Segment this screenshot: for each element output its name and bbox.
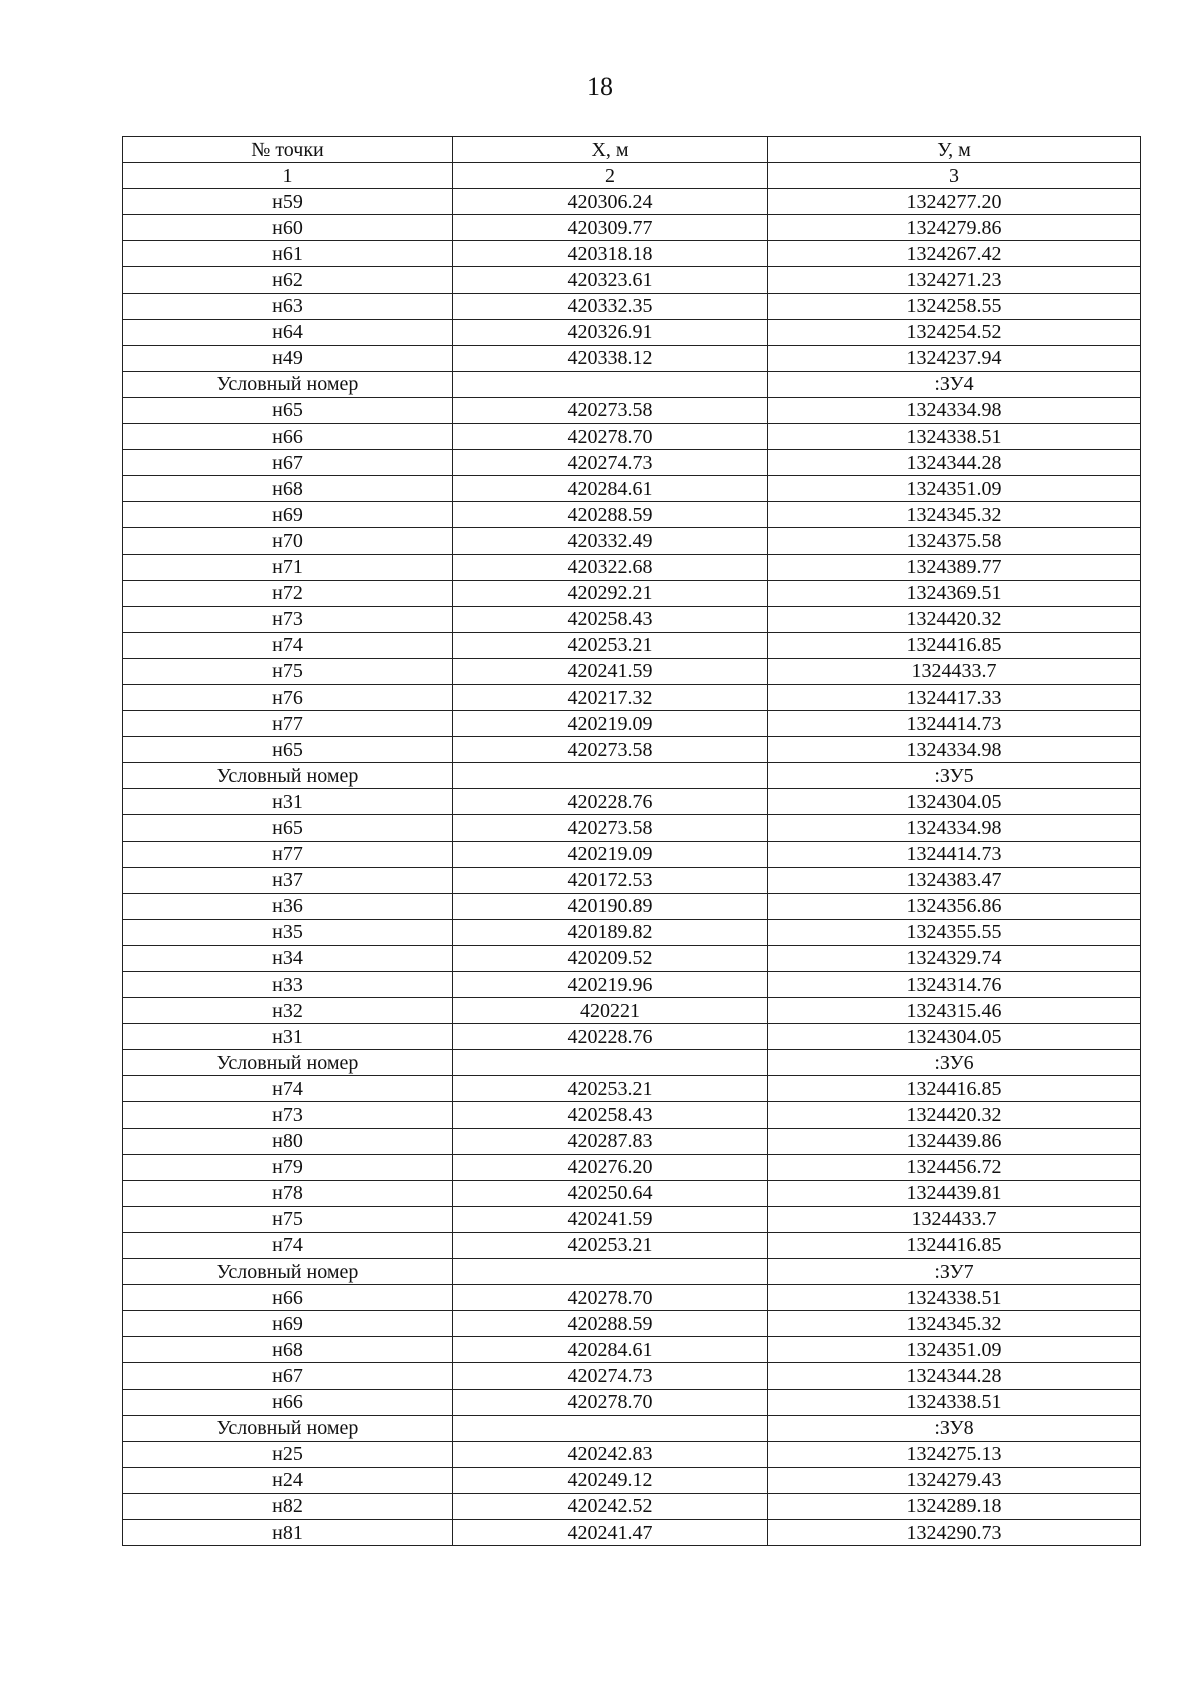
- y-coordinate-cell: 1324416.85: [768, 1076, 1141, 1102]
- point-number-cell: н67: [123, 450, 453, 476]
- y-coordinate-cell: 1324417.33: [768, 684, 1141, 710]
- table-row: [123, 1102, 1141, 1128]
- x-coordinate-cell: 420209.52: [453, 945, 768, 971]
- point-number-cell: н65: [123, 737, 453, 763]
- table-row: [123, 1232, 1141, 1258]
- point-number-cell: н63: [123, 293, 453, 319]
- y-coordinate-cell: 1324439.86: [768, 1128, 1141, 1154]
- table-row: [123, 998, 1141, 1024]
- header-x: Х, м: [453, 137, 768, 163]
- table-row: [123, 606, 1141, 632]
- coordinates-table: [122, 136, 1141, 1546]
- y-coordinate-cell: 1324338.51: [768, 1389, 1141, 1415]
- table-header-row: [123, 137, 1141, 163]
- point-number-cell: н76: [123, 684, 453, 710]
- x-coordinate-cell: 420306.24: [453, 189, 768, 215]
- section-row: [123, 1415, 1141, 1441]
- point-number-cell: н59: [123, 189, 453, 215]
- x-coordinate-cell: 420242.52: [453, 1493, 768, 1519]
- y-coordinate-cell: 1324277.20: [768, 189, 1141, 215]
- point-number-cell: н77: [123, 711, 453, 737]
- y-coordinate-cell: 1324279.43: [768, 1467, 1141, 1493]
- x-coordinate-cell: 420332.35: [453, 293, 768, 319]
- x-coordinate-cell: 420273.58: [453, 397, 768, 423]
- point-number-cell: н73: [123, 606, 453, 632]
- point-number-cell: н68: [123, 1337, 453, 1363]
- y-coordinate-cell: 1324258.55: [768, 293, 1141, 319]
- table-row: [123, 815, 1141, 841]
- point-number-cell: н24: [123, 1467, 453, 1493]
- point-number-cell: н36: [123, 893, 453, 919]
- section-label: Условный номер: [123, 1259, 453, 1285]
- y-coordinate-cell: 1324338.51: [768, 1285, 1141, 1311]
- table-row: [123, 1389, 1141, 1415]
- y-coordinate-cell: 1324334.98: [768, 737, 1141, 763]
- section-label: Условный номер: [123, 763, 453, 789]
- y-coordinate-cell: 1324355.55: [768, 919, 1141, 945]
- point-number-cell: н65: [123, 397, 453, 423]
- x-coordinate-cell: 420278.70: [453, 1285, 768, 1311]
- y-coordinate-cell: 1324267.42: [768, 241, 1141, 267]
- point-number-cell: н35: [123, 919, 453, 945]
- table-row: [123, 554, 1141, 580]
- y-coordinate-cell: 1324416.85: [768, 1232, 1141, 1258]
- x-coordinate-cell: 420284.61: [453, 476, 768, 502]
- y-coordinate-cell: 1324290.73: [768, 1519, 1141, 1545]
- y-coordinate-cell: 1324334.98: [768, 815, 1141, 841]
- point-number-cell: н61: [123, 241, 453, 267]
- point-number-cell: н68: [123, 476, 453, 502]
- x-coordinate-cell: 420326.91: [453, 319, 768, 345]
- table-row: [123, 1024, 1141, 1050]
- x-coordinate-cell: 420228.76: [453, 789, 768, 815]
- column-number-row: [123, 163, 1141, 189]
- table-row: [123, 580, 1141, 606]
- point-number-cell: н67: [123, 1363, 453, 1389]
- point-number-cell: н66: [123, 1389, 453, 1415]
- y-coordinate-cell: 1324304.05: [768, 1024, 1141, 1050]
- point-number-cell: н37: [123, 867, 453, 893]
- table-row: [123, 450, 1141, 476]
- y-coordinate-cell: 1324439.81: [768, 1180, 1141, 1206]
- table-row: [123, 215, 1141, 241]
- y-coordinate-cell: 1324369.51: [768, 580, 1141, 606]
- x-coordinate-cell: 420172.53: [453, 867, 768, 893]
- y-coordinate-cell: 1324345.32: [768, 1311, 1141, 1337]
- header-y: У, м: [768, 137, 1141, 163]
- x-coordinate-cell: 420258.43: [453, 606, 768, 632]
- table-row: [123, 737, 1141, 763]
- x-coordinate-cell: 420287.83: [453, 1128, 768, 1154]
- y-coordinate-cell: 1324338.51: [768, 424, 1141, 450]
- x-coordinate-cell: 420241.59: [453, 658, 768, 684]
- x-coordinate-cell: 420273.58: [453, 815, 768, 841]
- table-row: [123, 867, 1141, 893]
- table-row: [123, 841, 1141, 867]
- x-coordinate-cell: 420318.18: [453, 241, 768, 267]
- section-empty-cell: [453, 763, 768, 789]
- point-number-cell: н69: [123, 1311, 453, 1337]
- x-coordinate-cell: 420309.77: [453, 215, 768, 241]
- x-coordinate-cell: 420274.73: [453, 1363, 768, 1389]
- x-coordinate-cell: 420219.09: [453, 711, 768, 737]
- section-label: Условный номер: [123, 1050, 453, 1076]
- point-number-cell: н79: [123, 1154, 453, 1180]
- y-coordinate-cell: 1324420.32: [768, 1102, 1141, 1128]
- table-row: [123, 1337, 1141, 1363]
- table-row: [123, 945, 1141, 971]
- point-number-cell: н31: [123, 1024, 453, 1050]
- point-number-cell: н66: [123, 424, 453, 450]
- y-coordinate-cell: 1324389.77: [768, 554, 1141, 580]
- x-coordinate-cell: 420323.61: [453, 267, 768, 293]
- column-number-1: 1: [123, 163, 453, 189]
- table-row: [123, 684, 1141, 710]
- section-row: [123, 763, 1141, 789]
- table-row: [123, 632, 1141, 658]
- table-row: [123, 476, 1141, 502]
- x-coordinate-cell: 420241.47: [453, 1519, 768, 1545]
- x-coordinate-cell: 420288.59: [453, 502, 768, 528]
- y-coordinate-cell: 1324254.52: [768, 319, 1141, 345]
- point-number-cell: н64: [123, 319, 453, 345]
- table-row: [123, 293, 1141, 319]
- x-coordinate-cell: 420250.64: [453, 1180, 768, 1206]
- y-coordinate-cell: 1324375.58: [768, 528, 1141, 554]
- x-coordinate-cell: 420219.96: [453, 972, 768, 998]
- x-coordinate-cell: 420253.21: [453, 1076, 768, 1102]
- x-coordinate-cell: 420332.49: [453, 528, 768, 554]
- x-coordinate-cell: 420276.20: [453, 1154, 768, 1180]
- point-number-cell: н34: [123, 945, 453, 971]
- table-row: [123, 1154, 1141, 1180]
- x-coordinate-cell: 420284.61: [453, 1337, 768, 1363]
- y-coordinate-cell: 1324314.76: [768, 972, 1141, 998]
- table-row: [123, 789, 1141, 815]
- table-row: [123, 1206, 1141, 1232]
- point-number-cell: н82: [123, 1493, 453, 1519]
- point-number-cell: н74: [123, 1232, 453, 1258]
- x-coordinate-cell: 420253.21: [453, 1232, 768, 1258]
- table-row: [123, 528, 1141, 554]
- point-number-cell: н66: [123, 1285, 453, 1311]
- y-coordinate-cell: 1324275.13: [768, 1441, 1141, 1467]
- table-row: [123, 1128, 1141, 1154]
- x-coordinate-cell: 420241.59: [453, 1206, 768, 1232]
- x-coordinate-cell: 420278.70: [453, 1389, 768, 1415]
- section-empty-cell: [453, 1259, 768, 1285]
- y-coordinate-cell: 1324289.18: [768, 1493, 1141, 1519]
- y-coordinate-cell: 1324279.86: [768, 215, 1141, 241]
- x-coordinate-cell: 420253.21: [453, 632, 768, 658]
- point-number-cell: н74: [123, 632, 453, 658]
- section-row: [123, 371, 1141, 397]
- table-row: [123, 1285, 1141, 1311]
- table-row: [123, 241, 1141, 267]
- coordinates-table-body: [123, 137, 1141, 1546]
- table-row: [123, 1180, 1141, 1206]
- section-empty-cell: [453, 371, 768, 397]
- page-number: 18: [587, 72, 613, 101]
- table-row: [123, 1441, 1141, 1467]
- section-code: :ЗУ8: [768, 1415, 1141, 1441]
- point-number-cell: н80: [123, 1128, 453, 1154]
- y-coordinate-cell: 1324456.72: [768, 1154, 1141, 1180]
- table-row: [123, 1363, 1141, 1389]
- x-coordinate-cell: 420221: [453, 998, 768, 1024]
- x-coordinate-cell: 420273.58: [453, 737, 768, 763]
- point-number-cell: н70: [123, 528, 453, 554]
- point-number-cell: н65: [123, 815, 453, 841]
- table-row: [123, 189, 1141, 215]
- column-number-2: 2: [453, 163, 768, 189]
- point-number-cell: н69: [123, 502, 453, 528]
- y-coordinate-cell: 1324344.28: [768, 1363, 1141, 1389]
- table-row: [123, 1076, 1141, 1102]
- y-coordinate-cell: 1324329.74: [768, 945, 1141, 971]
- y-coordinate-cell: 1324351.09: [768, 1337, 1141, 1363]
- point-number-cell: н33: [123, 972, 453, 998]
- table-row: [123, 711, 1141, 737]
- x-coordinate-cell: 420228.76: [453, 1024, 768, 1050]
- section-code: :ЗУ6: [768, 1050, 1141, 1076]
- y-coordinate-cell: 1324383.47: [768, 867, 1141, 893]
- table-row: [123, 893, 1141, 919]
- point-number-cell: н75: [123, 658, 453, 684]
- table-row: [123, 1493, 1141, 1519]
- y-coordinate-cell: 1324433.7: [768, 658, 1141, 684]
- y-coordinate-cell: 1324433.7: [768, 1206, 1141, 1232]
- table-row: [123, 658, 1141, 684]
- y-coordinate-cell: 1324356.86: [768, 893, 1141, 919]
- point-number-cell: н74: [123, 1076, 453, 1102]
- x-coordinate-cell: 420322.68: [453, 554, 768, 580]
- section-code: :ЗУ7: [768, 1259, 1141, 1285]
- y-coordinate-cell: 1324304.05: [768, 789, 1141, 815]
- y-coordinate-cell: 1324271.23: [768, 267, 1141, 293]
- y-coordinate-cell: 1324315.46: [768, 998, 1141, 1024]
- table-row: [123, 972, 1141, 998]
- table-row: [123, 1519, 1141, 1545]
- x-coordinate-cell: 420258.43: [453, 1102, 768, 1128]
- x-coordinate-cell: 420249.12: [453, 1467, 768, 1493]
- x-coordinate-cell: 420190.89: [453, 893, 768, 919]
- x-coordinate-cell: 420219.09: [453, 841, 768, 867]
- y-coordinate-cell: 1324344.28: [768, 450, 1141, 476]
- table-row: [123, 267, 1141, 293]
- point-number-cell: н73: [123, 1102, 453, 1128]
- y-coordinate-cell: 1324414.73: [768, 841, 1141, 867]
- x-coordinate-cell: 420217.32: [453, 684, 768, 710]
- section-row: [123, 1050, 1141, 1076]
- y-coordinate-cell: 1324334.98: [768, 397, 1141, 423]
- point-number-cell: н31: [123, 789, 453, 815]
- x-coordinate-cell: 420292.21: [453, 580, 768, 606]
- section-code: :ЗУ5: [768, 763, 1141, 789]
- table-row: [123, 1311, 1141, 1337]
- table-row: [123, 397, 1141, 423]
- y-coordinate-cell: 1324414.73: [768, 711, 1141, 737]
- table-row: [123, 424, 1141, 450]
- x-coordinate-cell: 420278.70: [453, 424, 768, 450]
- table-row: [123, 345, 1141, 371]
- x-coordinate-cell: 420274.73: [453, 450, 768, 476]
- section-empty-cell: [453, 1415, 768, 1441]
- point-number-cell: н71: [123, 554, 453, 580]
- point-number-cell: н62: [123, 267, 453, 293]
- table-row: [123, 319, 1141, 345]
- x-coordinate-cell: 420189.82: [453, 919, 768, 945]
- y-coordinate-cell: 1324351.09: [768, 476, 1141, 502]
- section-row: [123, 1259, 1141, 1285]
- header-point-number: № точки: [123, 137, 453, 163]
- point-number-cell: н32: [123, 998, 453, 1024]
- section-label: Условный номер: [123, 1415, 453, 1441]
- point-number-cell: н75: [123, 1206, 453, 1232]
- y-coordinate-cell: 1324237.94: [768, 345, 1141, 371]
- point-number-cell: н72: [123, 580, 453, 606]
- x-coordinate-cell: 420288.59: [453, 1311, 768, 1337]
- point-number-cell: н60: [123, 215, 453, 241]
- section-empty-cell: [453, 1050, 768, 1076]
- section-label: Условный номер: [123, 371, 453, 397]
- point-number-cell: н78: [123, 1180, 453, 1206]
- y-coordinate-cell: 1324420.32: [768, 606, 1141, 632]
- y-coordinate-cell: 1324416.85: [768, 632, 1141, 658]
- point-number-cell: н77: [123, 841, 453, 867]
- point-number-cell: н81: [123, 1519, 453, 1545]
- y-coordinate-cell: 1324345.32: [768, 502, 1141, 528]
- column-number-3: 3: [768, 163, 1141, 189]
- point-number-cell: н49: [123, 345, 453, 371]
- table-row: [123, 919, 1141, 945]
- table-row: [123, 502, 1141, 528]
- section-code: :ЗУ4: [768, 371, 1141, 397]
- x-coordinate-cell: 420338.12: [453, 345, 768, 371]
- x-coordinate-cell: 420242.83: [453, 1441, 768, 1467]
- point-number-cell: н25: [123, 1441, 453, 1467]
- table-row: [123, 1467, 1141, 1493]
